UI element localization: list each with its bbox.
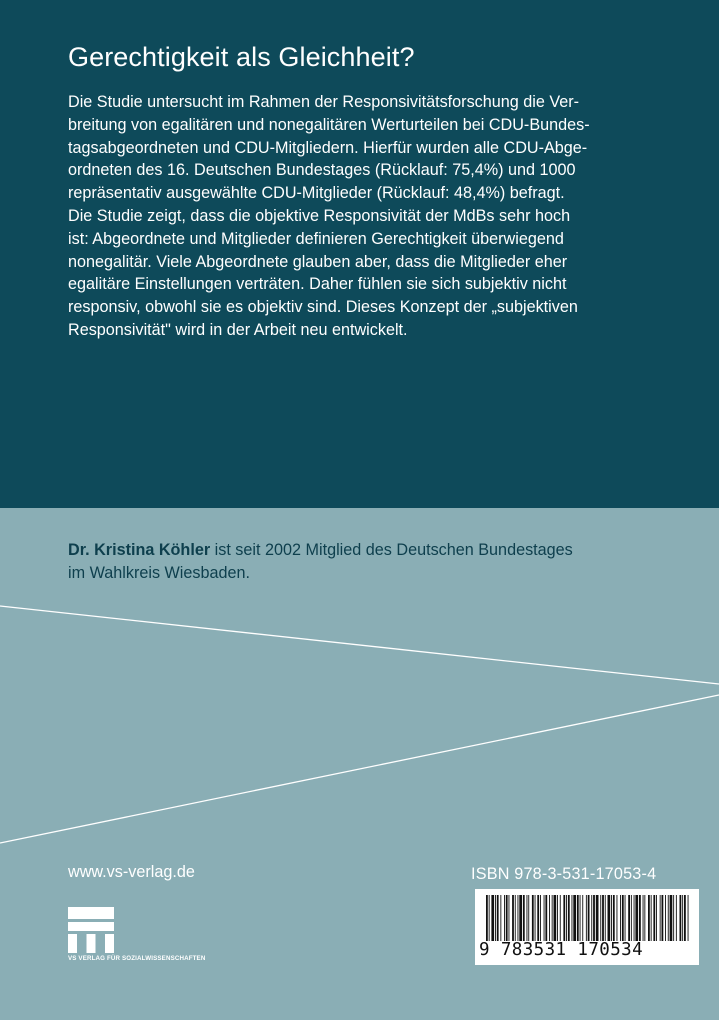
- barcode-bar: [670, 895, 673, 941]
- barcode-bar: [572, 895, 573, 941]
- barcode-bar: [566, 895, 567, 941]
- barcode-bar: [673, 895, 674, 941]
- barcode: [475, 889, 699, 965]
- blurb-line: ordneten des 16. Deutschen Bundestages (Rücklauf: 75,4%) und 1000: [68, 161, 576, 180]
- author-bio-line1: ist seit 2002 Mitglied des Deutschen Bundestages: [210, 541, 573, 559]
- author-bio: [68, 539, 668, 585]
- blurb-line: tagsabgeordneten und CDU-Mitgliedern. Hierfür wurden alle CDU-Abge-: [68, 138, 588, 157]
- blurb-line: responsiv, obwohl sie es objektiv sind. Dieses Konzept der „subjektiven: [68, 298, 578, 317]
- barcode-bar: [491, 895, 494, 941]
- barcode-bar: [613, 895, 615, 941]
- barcode-bar: [622, 895, 624, 941]
- barcode-bar: [625, 895, 626, 941]
- book-blurb: [68, 91, 643, 342]
- barcode-bar: [506, 895, 508, 941]
- blurb-line: egalitäre Einstellungen verträten. Daher fühlen sie sich subjektiv nicht: [68, 275, 567, 294]
- barcode-bar: [665, 895, 666, 941]
- blurb-line: ist: Abgeordnete und Mitglieder definieren Gerechtigkeit überwiegend: [68, 229, 564, 248]
- barcode-bar: [644, 895, 645, 941]
- barcode-bar: [635, 895, 638, 941]
- barcode-bar: [512, 895, 514, 941]
- barcode-bar: [549, 895, 550, 941]
- barcode-bar: [596, 895, 599, 941]
- barcode-bar: [651, 895, 652, 941]
- isbn-label: ISBN 978-3-531-17053-4: [471, 865, 657, 883]
- barcode-bar: [688, 895, 689, 941]
- barcode-bar: [509, 895, 510, 941]
- barcode-bar: [545, 895, 547, 941]
- barcode-bar: [656, 895, 657, 941]
- barcode-bar: [537, 895, 539, 941]
- barcode-bar: [518, 895, 519, 941]
- barcode-bar: [515, 895, 516, 941]
- barcode-bar: [497, 895, 499, 941]
- barcode-bar: [552, 895, 553, 941]
- barcode-bar: [582, 895, 583, 941]
- barcode-bar: [554, 895, 557, 941]
- author-name: Dr. Kristina Köhler: [68, 541, 211, 559]
- blurb-line: nonegalitär. Viele Abgeordnete glauben aber, dass die Mitglieder eher: [68, 252, 568, 271]
- barcode-bar: [544, 895, 545, 941]
- blurb-line: Die Studie untersucht im Rahmen der Responsivitätsforschung die Ver-: [68, 93, 580, 111]
- barcode-bar: [676, 895, 677, 941]
- barcode-bar: [573, 895, 576, 941]
- book-title: Gerechtigkeit als Gleichheit?: [68, 42, 415, 72]
- blurb-line: breitung von egalitären und nonegalitären Werturteilen bei CDU-Bundes-: [68, 115, 590, 134]
- barcode-bar: [682, 895, 683, 941]
- barcode-bar: [680, 895, 682, 941]
- barcode-digits: 9 783531 170534: [479, 940, 644, 960]
- barcode-bar: [639, 895, 641, 941]
- barcode-bar: [588, 895, 590, 941]
- barcode-bar: [660, 895, 661, 941]
- barcode-bar: [504, 895, 505, 941]
- barcode-bar: [540, 895, 541, 941]
- barcode-bar: [586, 895, 587, 941]
- blurb-line: Die Studie zeigt, dass die objektive Responsivität der MdBs sehr hoch: [68, 206, 571, 225]
- barcode-bar: [489, 895, 490, 941]
- barcode-bar: [611, 895, 612, 941]
- barcode-bar: [643, 895, 644, 941]
- barcode-bar: [605, 895, 606, 941]
- barcode-bar: [535, 895, 536, 941]
- barcode-bar: [528, 895, 529, 941]
- barcode-bar: [519, 895, 522, 941]
- barcode-bars: [485, 895, 689, 941]
- top-panel: [0, 0, 719, 508]
- barcode-bar: [577, 895, 579, 941]
- barcode-bar: [600, 895, 601, 941]
- barcode-bar: [486, 895, 488, 941]
- barcode-bar: [593, 895, 595, 941]
- barcode-bar: [527, 895, 528, 941]
- barcode-bar: [653, 895, 655, 941]
- barcode-bar: [557, 895, 558, 941]
- barcode-bar: [523, 895, 525, 941]
- barcode-bar: [617, 895, 618, 941]
- barcode-bar: [563, 895, 565, 941]
- decorative-line-lower: [0, 695, 719, 843]
- barcode-bar: [591, 895, 592, 941]
- publisher-logo-text: VS VERLAG FÜR SOZIALWISSENSCHAFTEN: [68, 955, 206, 962]
- barcode-bar: [631, 895, 632, 941]
- barcode-bar: [532, 895, 534, 941]
- barcode-bar: [608, 895, 611, 941]
- barcode-bar: [602, 895, 604, 941]
- barcode-bar: [648, 895, 650, 941]
- barcode-bar: [568, 895, 570, 941]
- barcode-bar: [580, 895, 581, 941]
- decorative-line-upper: [0, 606, 719, 684]
- author-bio-line2: im Wahlkreis Wiesbaden.: [68, 563, 251, 582]
- barcode-bar: [628, 895, 630, 941]
- publisher-website[interactable]: www.vs-verlag.de: [68, 863, 195, 881]
- blurb-line: repräsentativ ausgewählte CDU-Mitglieder (Rücklauf: 48,4%) befragt.: [68, 184, 565, 203]
- barcode-bar: [684, 895, 686, 941]
- barcode-bar: [668, 895, 669, 941]
- barcode-bar: [634, 895, 635, 941]
- barcode-bar: [560, 895, 561, 941]
- blurb-line: Responsivität" wird in der Arbeit neu entwickelt.: [68, 320, 408, 339]
- publisher-logo-icon: [68, 907, 114, 953]
- barcode-bar: [495, 895, 496, 941]
- barcode-bar: [500, 895, 501, 941]
- barcode-bar: [620, 895, 621, 941]
- barcode-bar: [662, 895, 664, 941]
